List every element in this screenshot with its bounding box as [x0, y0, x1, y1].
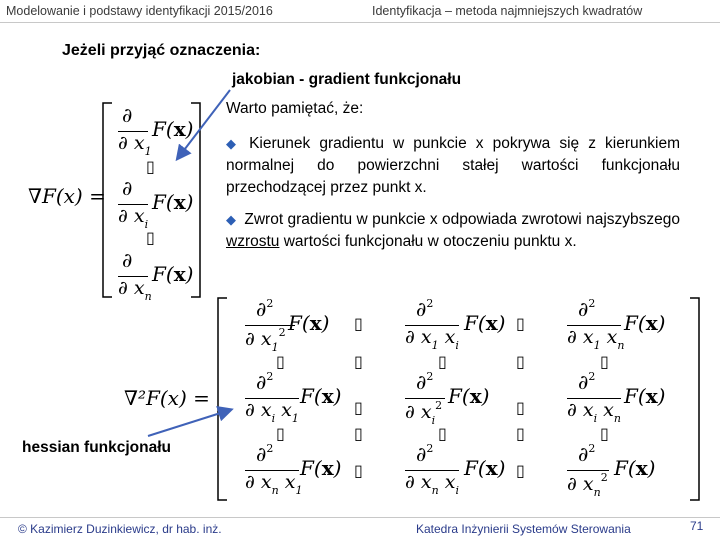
vertical-dots-placeholder: ▯ — [438, 424, 447, 443]
vertical-dots-placeholder: ▯ — [146, 228, 155, 247]
header-topic-title: Identyfikacja – metoda najmniejszych kwadratów — [372, 4, 643, 18]
partial-symbol: ∂ — [122, 103, 133, 127]
denominator: ∂ $x_i$ — [118, 205, 149, 231]
horizontal-dots-placeholder: ▯ — [354, 314, 363, 333]
horizontal-dots-placeholder: ▯ — [354, 398, 363, 417]
header-course-title: Modelowanie i podstawy identyfikacji 2015/2016 — [6, 4, 273, 18]
horizontal-dots-placeholder: ▯ — [516, 314, 525, 333]
vertical-dots-placeholder: ▯ — [600, 424, 609, 443]
bullet-gradient-direction-text: Kierunek gradientu w punkcie x pokrywa się z kierunkiem normalnej do powierzchni stałej wartości funkcjonału przechodzącej przez punkt x. — [226, 135, 680, 196]
diamond-bullet-icon: ◆ — [226, 136, 236, 151]
vertical-dots-placeholder: ▯ — [600, 352, 609, 371]
function-f: F(x) — [152, 262, 194, 286]
bullet-gradient-sense-emphasis: wzrostu — [226, 233, 280, 250]
horizontal-dots-placeholder: ▯ — [354, 461, 363, 480]
vertical-dots-placeholder: ▯ — [438, 352, 447, 371]
partial-symbol: ∂ — [122, 176, 133, 200]
jacobian-label: jakobian - gradient funkcjonału — [232, 71, 462, 88]
function-f: F(x) — [152, 117, 194, 141]
remember-text: Warto pamiętać, że: — [226, 100, 364, 117]
page-number: 71 — [690, 519, 704, 533]
horizontal-dots-placeholder: ▯ — [516, 461, 525, 480]
diagonal-dots-placeholder: ▯ — [354, 352, 363, 371]
footer-author: © Kazimierz Duzinkiewicz, dr hab. inż. — [18, 522, 222, 536]
horizontal-dots-placeholder: ▯ — [516, 398, 525, 417]
diagonal-dots-placeholder: ▯ — [516, 352, 525, 371]
function-f: F(x) — [152, 190, 194, 214]
gradient-lhs: ∇F(x) = — [28, 184, 106, 208]
hessian-lhs: ∇²F(x) = — [124, 386, 210, 410]
footer-divider — [0, 517, 720, 518]
gradient-left-bracket — [103, 103, 112, 297]
hessian-left-bracket — [218, 298, 227, 500]
partial-symbol: ∂ — [122, 248, 133, 272]
hessian-right-bracket — [690, 298, 699, 500]
vertical-dots-placeholder: ▯ — [146, 157, 155, 176]
slide-heading: Jeżeli przyjąć oznaczenia: — [62, 42, 261, 59]
vertical-dots-placeholder: ▯ — [276, 424, 285, 443]
hessian-label: hessian funkcjonału — [22, 439, 172, 456]
bullet-gradient-sense-text-2: wartości funkcjonału w otoczeniu punktu x. — [279, 233, 577, 250]
denominator: ∂ $x_n$ — [118, 277, 152, 303]
vertical-dots-placeholder: ▯ — [276, 352, 285, 371]
diamond-bullet-icon: ◆ — [226, 212, 236, 227]
footer-department: Katedra Inżynierii Systemów Sterowania — [416, 522, 631, 536]
diagonal-dots-placeholder: ▯ — [516, 424, 525, 443]
diagonal-dots-placeholder: ▯ — [354, 424, 363, 443]
denominator: ∂ $x_1$ — [118, 132, 152, 158]
bullet-gradient-sense-text-1: Zwrot gradientu w punkcie x odpowiada zwrotowi najszybszego — [244, 211, 680, 228]
